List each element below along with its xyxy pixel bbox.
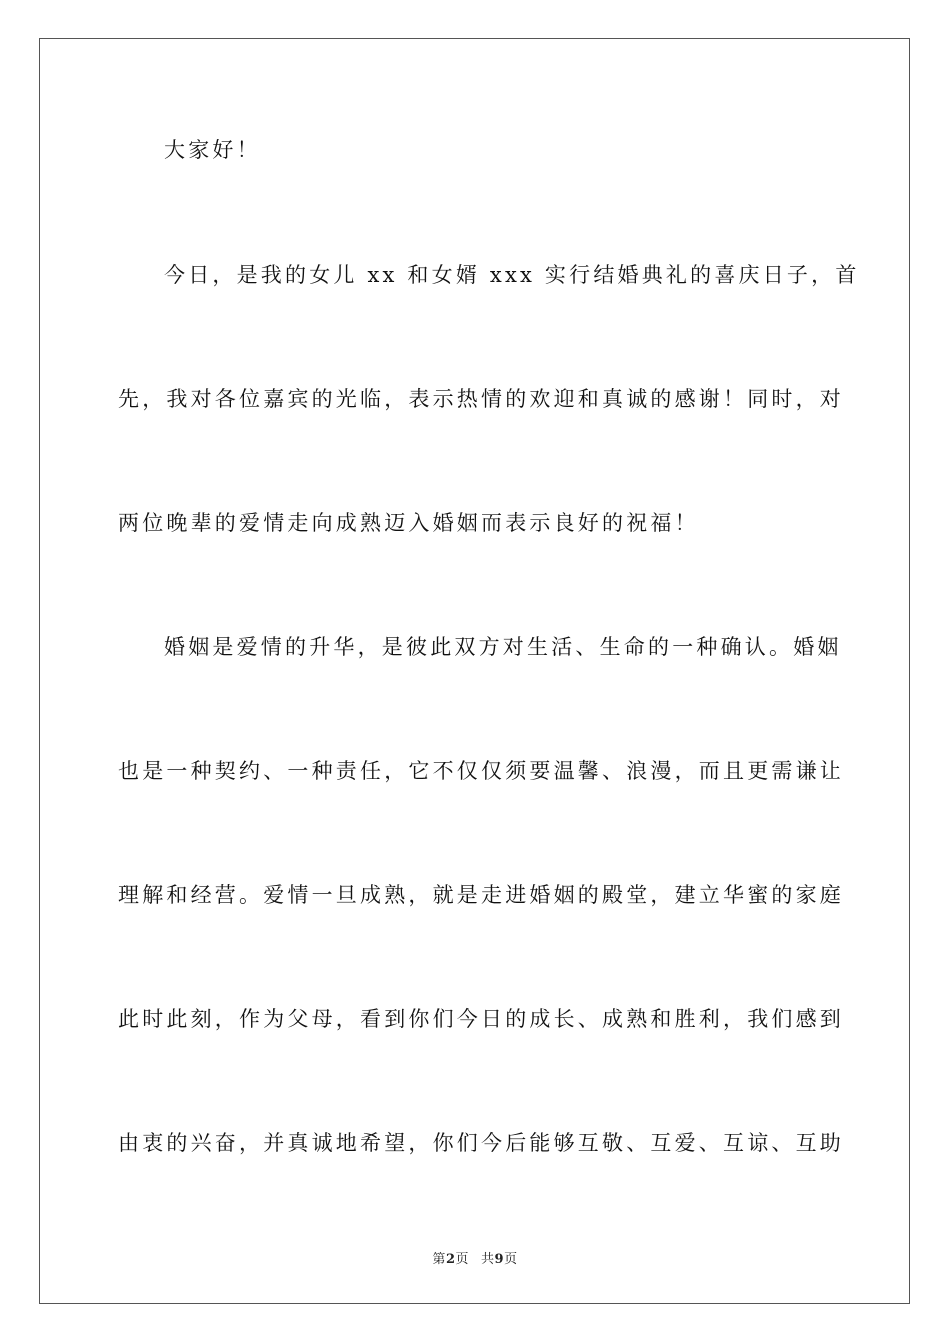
page-label-prefix: 第: [432, 1252, 446, 1267]
greeting-line: 大家好！: [164, 138, 261, 162]
page-footer: [0, 1248, 950, 1267]
total-label-prefix: 共: [481, 1252, 495, 1267]
paragraph-2-line-1: 婚姻是爱情的升华，是彼此双方对生活、生命的一种确认。婚姻: [164, 635, 842, 659]
paragraph-2-line-3: 理解和经营。爱情一旦成熟，就是走进婚姻的殿堂，建立华蜜的家庭: [118, 883, 844, 907]
total-page-number: 9: [494, 1252, 505, 1267]
page-label-suffix: 页: [455, 1252, 469, 1267]
paragraph-1-line-1: 今日，是我的女儿 xx 和女婿 xxx 实行结婚典礼的喜庆日子，首: [164, 263, 860, 287]
paragraph-1-line-2: 先，我对各位嘉宾的光临，表示热情的欢迎和真诚的感谢！同时，对: [118, 387, 844, 411]
paragraph-3-line-1: 此时此刻，作为父母，看到你们今日的成长、成熟和胜利，我们感到: [118, 1007, 844, 1031]
current-page-number: 2: [445, 1252, 456, 1267]
page-frame: [39, 38, 910, 1304]
paragraph-3-line-2: 由衷的兴奋，并真诚地希望，你们今后能够互敬、互爱、互谅、互助: [118, 1131, 844, 1155]
paragraph-2-line-2: 也是一种契约、一种责任，它不仅仅须要温馨、浪漫，而且更需谦让: [118, 759, 844, 783]
paragraph-1-line-3: 两位晚辈的爱情走向成熟迈入婚姻而表示良好的祝福！: [118, 511, 699, 535]
total-label-suffix: 页: [504, 1252, 518, 1267]
